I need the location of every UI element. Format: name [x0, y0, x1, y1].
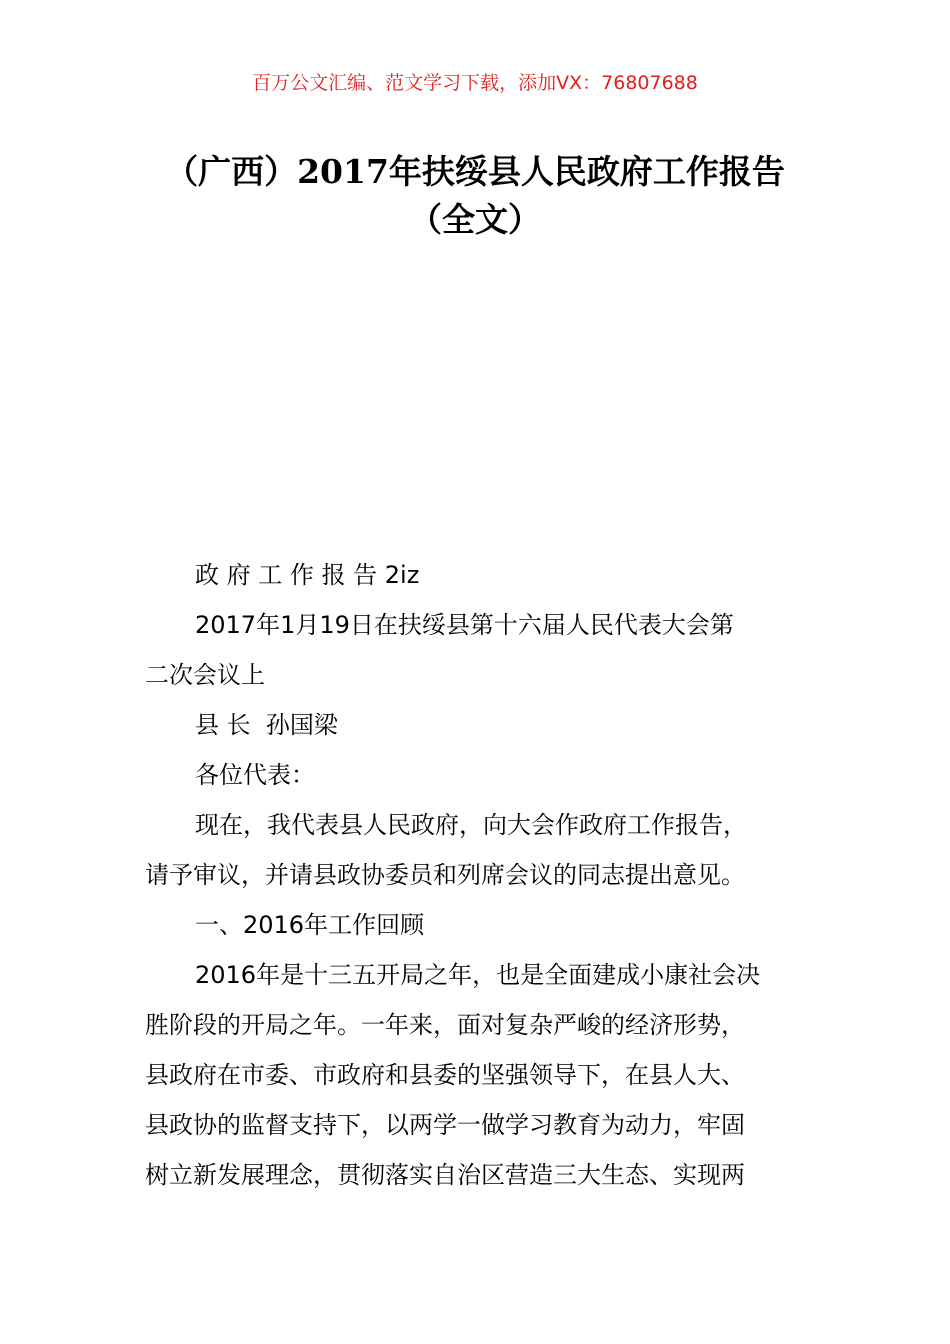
title-line-1: （广西）2017年扶绥县人民政府工作报告	[165, 152, 785, 191]
title-line-2: （全文）	[409, 200, 541, 239]
paragraph-review-line-5: 树立新发展理念，贯彻落实自治区营造三大生态、实现两	[145, 1161, 745, 1189]
paragraph-review-line-4: 县政协的监督支持下，以两学一做学习教育为动力，牢固	[145, 1111, 745, 1139]
document-title	[120, 148, 830, 244]
paragraph-review-line-3: 县政府在市委、市政府和县委的坚强领导下，在县人大、	[145, 1061, 745, 1089]
paragraph-greeting: 各位代表：	[195, 761, 315, 789]
document-body	[145, 550, 810, 1200]
paragraph-review-line-2: 胜阶段的开局之年。一年来，面对复杂严峻的经济形势，	[145, 1011, 745, 1039]
paragraph-report-label: 政 府 工 作 报 告 2iz	[195, 561, 420, 589]
paragraph-intro-line-1: 现在，我代表县人民政府，向大会作政府工作报告，	[195, 811, 747, 839]
paragraph-speaker: 县 长 孙国梁	[195, 711, 338, 739]
paragraph-intro-line-2: 请予审议，并请县政协委员和列席会议的同志提出意见。	[145, 861, 745, 889]
paragraph-date-line-1: 2017年1月19日在扶绥县第十六届人民代表大会第	[195, 611, 734, 639]
section-heading: 一、2016年工作回顾	[195, 911, 425, 939]
paragraph-review-line-1: 2016年是十三五开局之年，也是全面建成小康社会决	[195, 961, 761, 989]
header-note: 百万公文汇编、范文学习下载，添加VX：76807688	[252, 72, 698, 94]
paragraph-date-line-2: 二次会议上	[145, 661, 265, 689]
